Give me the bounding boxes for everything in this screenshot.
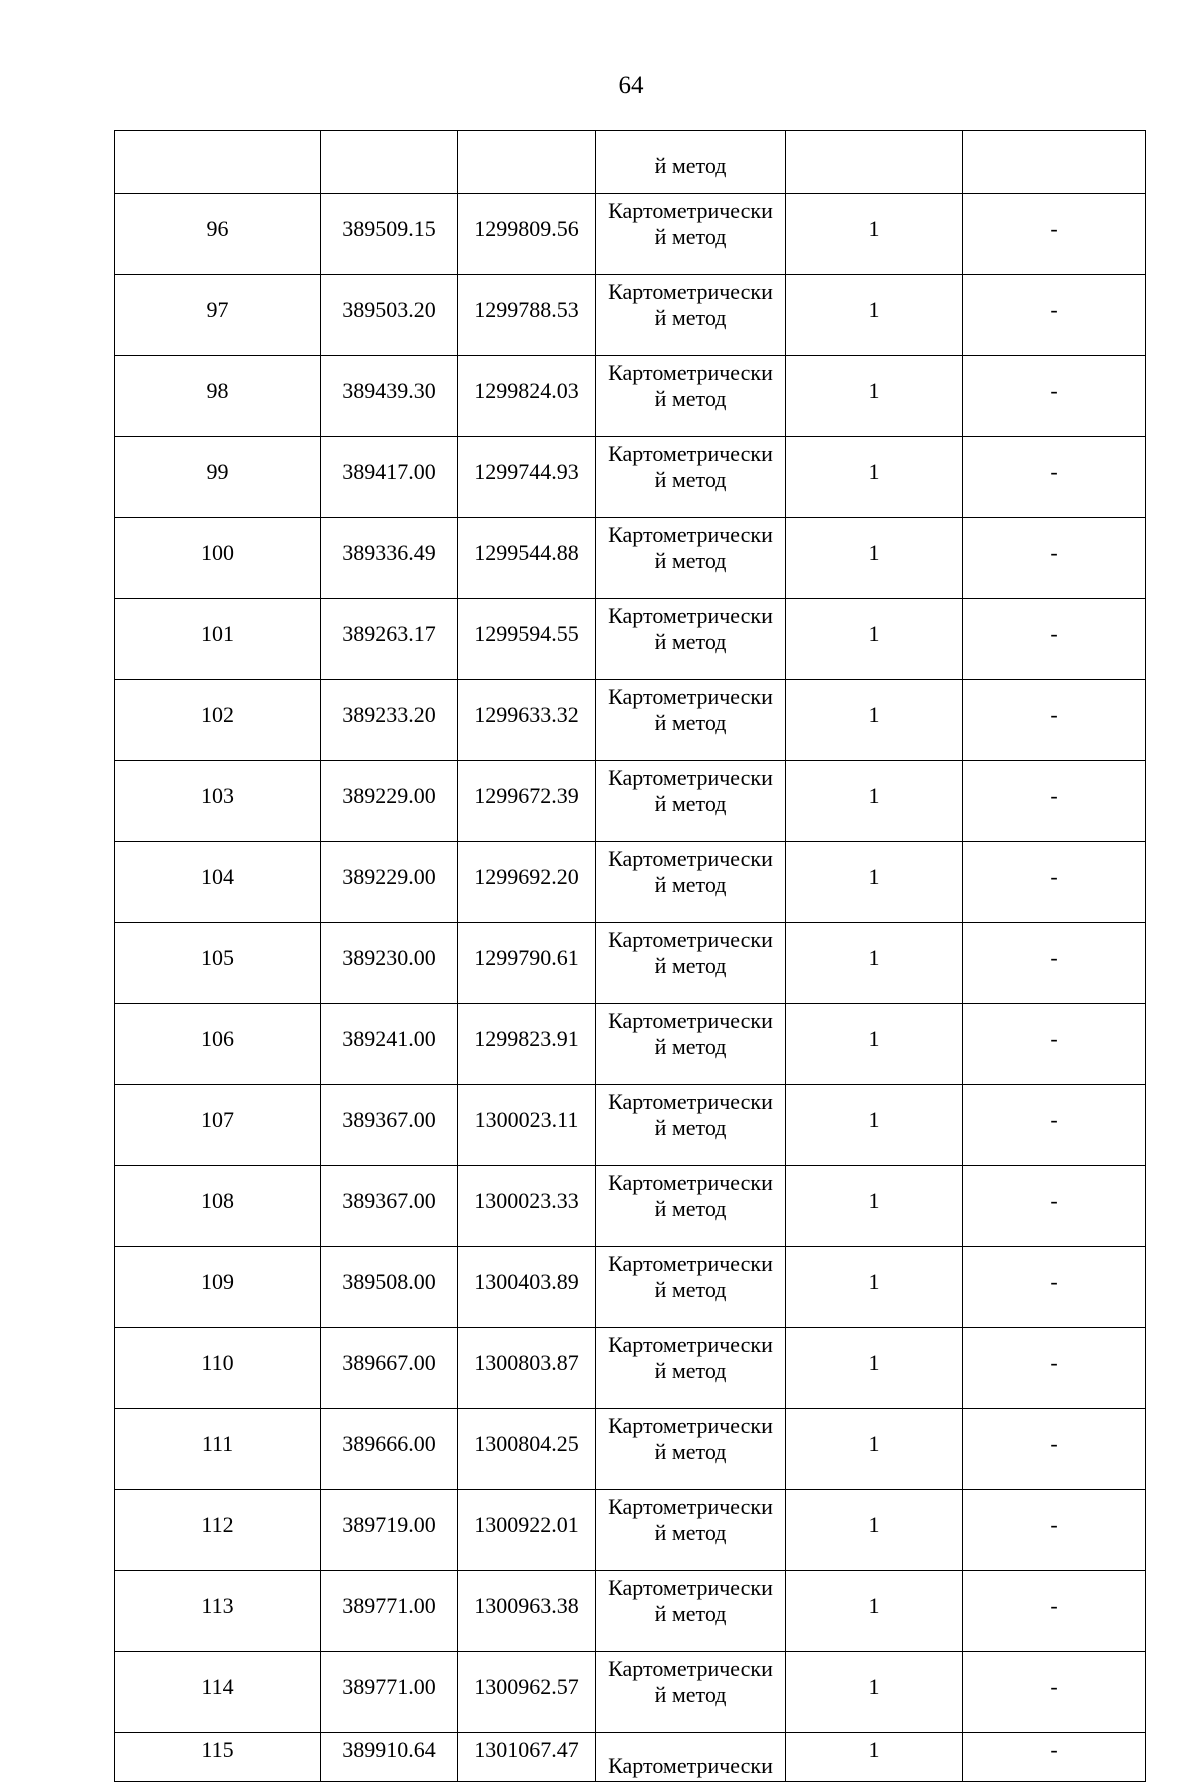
cell-point-number: 110 [115, 1328, 321, 1409]
cell-method: Картометрически й метод [596, 356, 786, 437]
cell-method: Картометрически й метод [596, 1490, 786, 1571]
table-row [115, 1247, 1146, 1328]
cell-accuracy: 1 [786, 599, 963, 680]
cell-method: Картометрически й метод [596, 1571, 786, 1652]
cell-note: - [963, 1571, 1146, 1652]
cell-x: 389263.17 [321, 599, 458, 680]
cell-y: 1300403.89 [458, 1247, 596, 1328]
cell-accuracy: 1 [786, 1409, 963, 1490]
table-row [115, 1085, 1146, 1166]
cell-method: Картометрически й метод [596, 761, 786, 842]
cell-y: 1301067.47 [458, 1733, 596, 1782]
cell-y: 1299788.53 [458, 275, 596, 356]
cell-y: 1299790.61 [458, 923, 596, 1004]
cell-method: Картометрически й метод [596, 842, 786, 923]
coordinates-table-body [115, 131, 1146, 1782]
cell-y: 1300922.01 [458, 1490, 596, 1571]
cell-accuracy: 1 [786, 437, 963, 518]
cell-method: Картометрически й метод [596, 1085, 786, 1166]
cell-x [321, 131, 458, 194]
cell-accuracy: 1 [786, 1490, 963, 1571]
cell-x: 389508.00 [321, 1247, 458, 1328]
cell-accuracy: 1 [786, 194, 963, 275]
cell-x: 389667.00 [321, 1328, 458, 1409]
cell-accuracy: 1 [786, 1004, 963, 1085]
cell-accuracy: 1 [786, 842, 963, 923]
cell-accuracy: 1 [786, 923, 963, 1004]
cell-x: 389367.00 [321, 1085, 458, 1166]
cell-accuracy: 1 [786, 1247, 963, 1328]
table-row [115, 518, 1146, 599]
cell-method: й метод [596, 131, 786, 194]
cell-accuracy: 1 [786, 1571, 963, 1652]
cell-method: Картометрически й метод [596, 680, 786, 761]
cell-method: Картометрически й метод [596, 275, 786, 356]
cell-point-number: 99 [115, 437, 321, 518]
cell-method: Картометрически й метод [596, 599, 786, 680]
cell-point-number: 109 [115, 1247, 321, 1328]
cell-x: 389241.00 [321, 1004, 458, 1085]
cell-y [458, 131, 596, 194]
cell-note: - [963, 1085, 1146, 1166]
cell-point-number: 113 [115, 1571, 321, 1652]
cell-x: 389230.00 [321, 923, 458, 1004]
cell-note: - [963, 437, 1146, 518]
cell-accuracy: 1 [786, 1166, 963, 1247]
cell-note: - [963, 1328, 1146, 1409]
cell-accuracy: 1 [786, 518, 963, 599]
table-row [115, 437, 1146, 518]
table-row [115, 1490, 1146, 1571]
table-row [115, 923, 1146, 1004]
cell-y: 1299823.91 [458, 1004, 596, 1085]
cell-y: 1299809.56 [458, 194, 596, 275]
cell-method: Картометрически й метод [596, 1004, 786, 1085]
cell-x: 389719.00 [321, 1490, 458, 1571]
cell-point-number: 100 [115, 518, 321, 599]
cell-y: 1300804.25 [458, 1409, 596, 1490]
cell-y: 1300023.33 [458, 1166, 596, 1247]
cell-point-number: 102 [115, 680, 321, 761]
cell-note: - [963, 194, 1146, 275]
cell-method: Картометрически й метод [596, 518, 786, 599]
cell-y: 1299824.03 [458, 356, 596, 437]
table-row [115, 1166, 1146, 1247]
cell-accuracy: 1 [786, 1085, 963, 1166]
cell-point-number: 107 [115, 1085, 321, 1166]
cell-note: - [963, 356, 1146, 437]
cell-x: 389509.15 [321, 194, 458, 275]
cell-point-number: 103 [115, 761, 321, 842]
cell-y: 1299633.32 [458, 680, 596, 761]
cell-x: 389439.30 [321, 356, 458, 437]
table-row [115, 275, 1146, 356]
table-row-continuation [115, 131, 1146, 194]
cell-accuracy: 1 [786, 1652, 963, 1733]
table-row [115, 842, 1146, 923]
cell-note: - [963, 1490, 1146, 1571]
cell-method: Картометрически й метод [596, 1166, 786, 1247]
cell-accuracy: 1 [786, 680, 963, 761]
cell-method: Картометрически й метод [596, 923, 786, 1004]
table-row [115, 1004, 1146, 1085]
table-row [115, 1328, 1146, 1409]
cell-y: 1300963.38 [458, 1571, 596, 1652]
cell-y: 1300962.57 [458, 1652, 596, 1733]
page-number: 64 [618, 72, 644, 99]
cell-y: 1300023.11 [458, 1085, 596, 1166]
cell-point-number: 96 [115, 194, 321, 275]
cell-note: - [963, 923, 1146, 1004]
coordinates-table [114, 130, 1146, 1782]
table-row [115, 680, 1146, 761]
cell-accuracy [786, 131, 963, 194]
table-row [115, 194, 1146, 275]
cell-method: Картометрически й метод [596, 1247, 786, 1328]
cell-point-number: 112 [115, 1490, 321, 1571]
cell-x: 389771.00 [321, 1571, 458, 1652]
cell-note [963, 131, 1146, 194]
cell-point-number: 98 [115, 356, 321, 437]
cell-x: 389771.00 [321, 1652, 458, 1733]
cell-x: 389229.00 [321, 761, 458, 842]
cell-accuracy: 1 [786, 761, 963, 842]
cell-note: - [963, 1247, 1146, 1328]
table-row [115, 1652, 1146, 1733]
cell-note: - [963, 761, 1146, 842]
cell-note: - [963, 1733, 1146, 1782]
table-row [115, 1571, 1146, 1652]
table-row [115, 356, 1146, 437]
cell-note: - [963, 680, 1146, 761]
cell-method: Картометрически й метод [596, 1409, 786, 1490]
cell-x: 389417.00 [321, 437, 458, 518]
cell-x: 389910.64 [321, 1733, 458, 1782]
table-row [115, 1409, 1146, 1490]
cell-point-number: 105 [115, 923, 321, 1004]
cell-note: - [963, 275, 1146, 356]
cell-x: 389336.49 [321, 518, 458, 599]
cell-point-number: 97 [115, 275, 321, 356]
cell-note: - [963, 1166, 1146, 1247]
cell-x: 389233.20 [321, 680, 458, 761]
cell-point-number [115, 131, 321, 194]
cell-note: - [963, 599, 1146, 680]
cell-point-number: 111 [115, 1409, 321, 1490]
cell-note: - [963, 1004, 1146, 1085]
cell-method: Картометрически [596, 1733, 786, 1782]
cell-accuracy: 1 [786, 1328, 963, 1409]
cell-accuracy: 1 [786, 356, 963, 437]
cell-y: 1299544.88 [458, 518, 596, 599]
table-row [115, 761, 1146, 842]
cell-note: - [963, 518, 1146, 599]
cell-point-number: 101 [115, 599, 321, 680]
cell-x: 389666.00 [321, 1409, 458, 1490]
cell-x: 389503.20 [321, 275, 458, 356]
cell-note: - [963, 1409, 1146, 1490]
cell-point-number: 104 [115, 842, 321, 923]
cell-x: 389367.00 [321, 1166, 458, 1247]
cell-point-number: 108 [115, 1166, 321, 1247]
cell-point-number: 114 [115, 1652, 321, 1733]
cell-point-number: 106 [115, 1004, 321, 1085]
cell-point-number: 115 [115, 1733, 321, 1782]
cell-y: 1299594.55 [458, 599, 596, 680]
cell-y: 1300803.87 [458, 1328, 596, 1409]
cell-method: Картометрически й метод [596, 1328, 786, 1409]
cell-note: - [963, 842, 1146, 923]
table-row [115, 599, 1146, 680]
cell-y: 1299692.20 [458, 842, 596, 923]
cell-method: Картометрически й метод [596, 1652, 786, 1733]
cell-note: - [963, 1652, 1146, 1733]
cell-y: 1299672.39 [458, 761, 596, 842]
cell-accuracy: 1 [786, 275, 963, 356]
cell-method: Картометрически й метод [596, 194, 786, 275]
table-row-last [115, 1733, 1146, 1782]
cell-method: Картометрически й метод [596, 437, 786, 518]
cell-y: 1299744.93 [458, 437, 596, 518]
cell-accuracy: 1 [786, 1733, 963, 1782]
cell-x: 389229.00 [321, 842, 458, 923]
